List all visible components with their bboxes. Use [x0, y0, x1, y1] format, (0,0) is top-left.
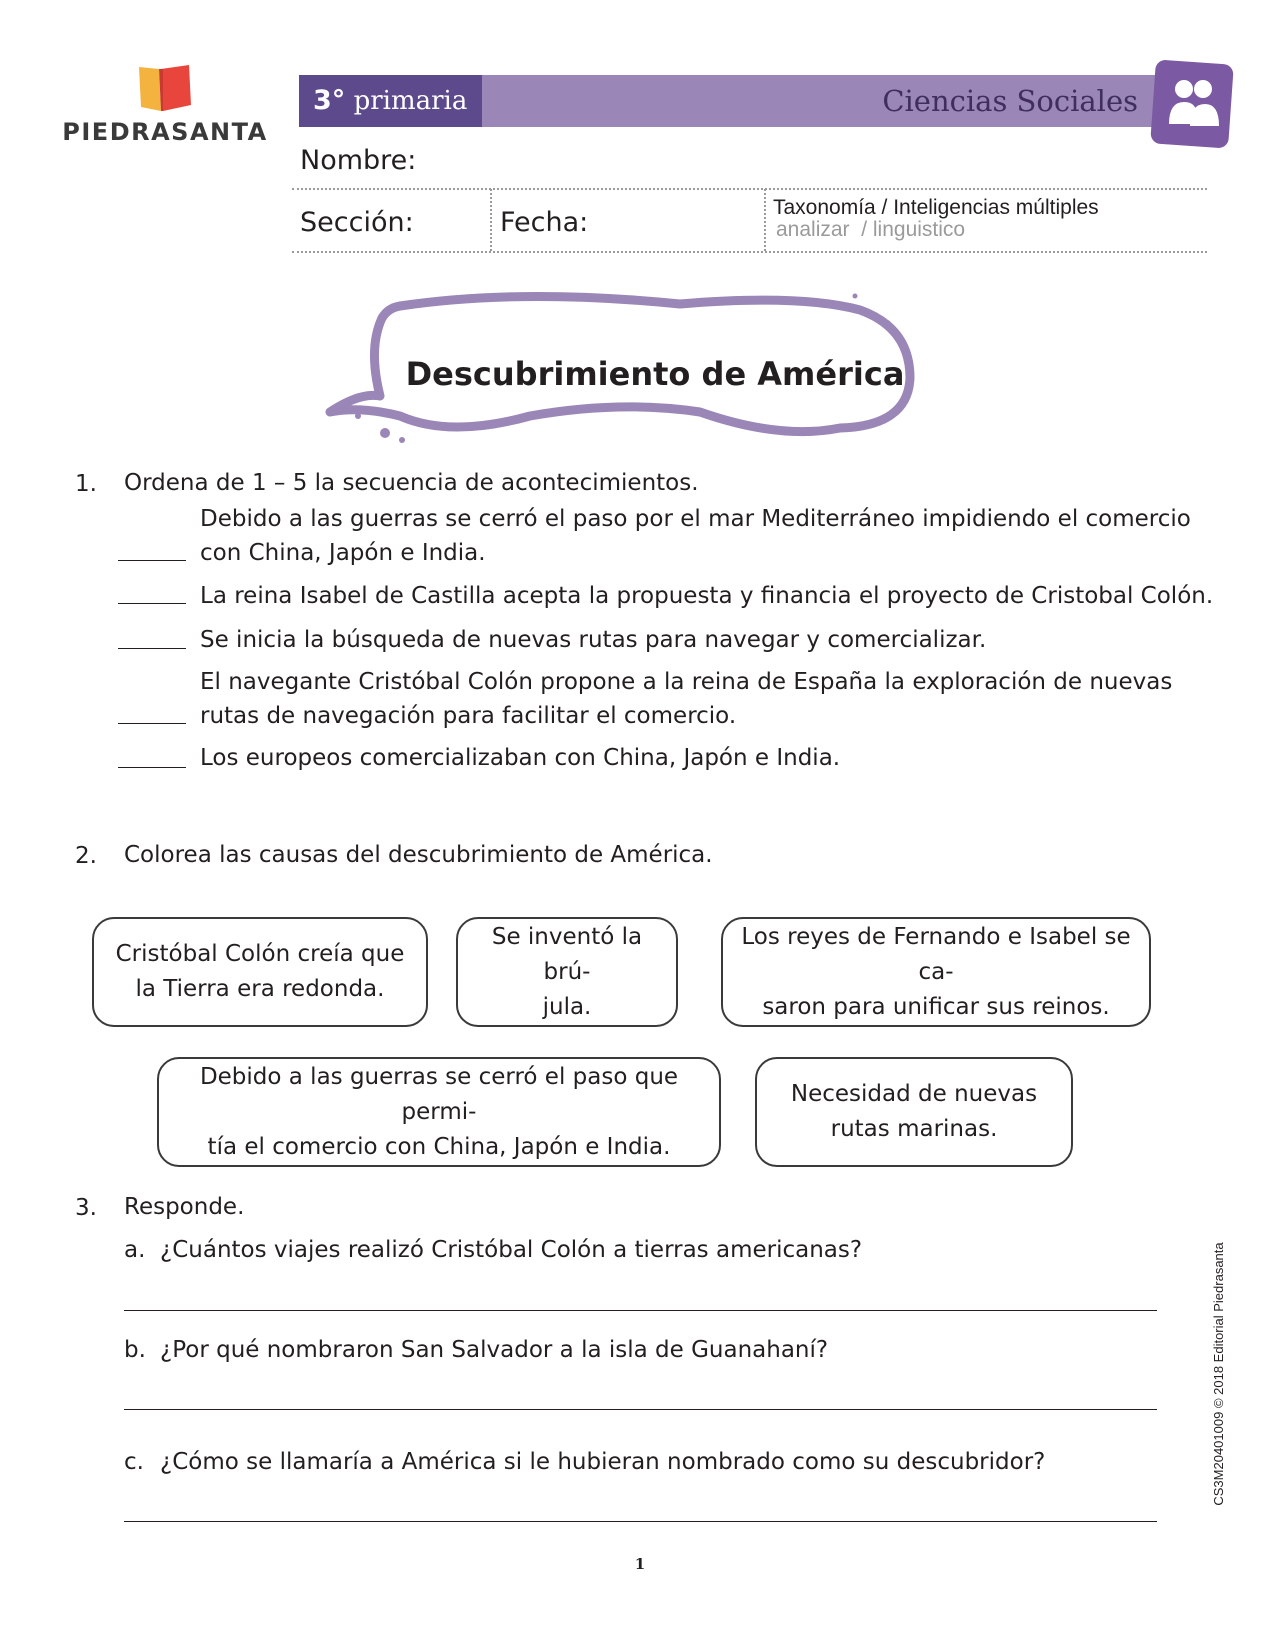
page-number: 1 [634, 1555, 646, 1573]
answer-line[interactable] [124, 1521, 1157, 1522]
answer-blank[interactable] [118, 767, 186, 768]
cause-box-line: Se inventó la brú- [491, 923, 643, 985]
cause-box-line: tía el comercio con China, Japón e India. [207, 1133, 671, 1160]
question-2-number: 2. [75, 843, 97, 869]
sequence-item-text: con China, Japón e India. [200, 540, 486, 566]
cause-box[interactable] [755, 1057, 1073, 1167]
question-3-prompt: Responde. [124, 1194, 245, 1220]
sequence-item-text: rutas de navegación para facilitar el comercio. [200, 703, 737, 729]
grade-number: 3° [313, 85, 346, 116]
cause-box[interactable] [721, 917, 1151, 1027]
cause-box-line: rutas marinas. [830, 1116, 998, 1142]
cause-box-line: Debido a las guerras se cerró el paso que permi- [199, 1063, 679, 1125]
subject-title: Ciencias Sociales [882, 84, 1138, 118]
cause-box-line: saron para unificar sus reinos. [762, 993, 1110, 1020]
sequence-item-text: Debido a las guerras se cerró el paso por el mar Mediterráneo impidiendo el comercio [200, 506, 1191, 532]
page-title: Descubrimiento de América [405, 355, 905, 393]
taxonomy-value: analizar / linguistico [776, 218, 966, 241]
cause-box-line: jula. [542, 993, 592, 1020]
group-icon [1163, 74, 1223, 134]
cause-box-line: Necesidad de nuevas [790, 1081, 1038, 1107]
divider [490, 189, 492, 251]
taxonomy-label: Taxonomía / Inteligencias múltiples [773, 196, 1099, 219]
question-2-prompt: Colorea las causas del descubrimiento de América. [124, 842, 713, 868]
question-3-number: 3. [75, 1195, 97, 1221]
grade-badge [299, 75, 482, 127]
question-text: ¿Cómo se llamaría a América si le hubieran nombrado como su descubridor? [160, 1449, 1046, 1475]
cause-box[interactable] [157, 1057, 721, 1167]
divider [292, 188, 1207, 190]
sequence-item-text: Los europeos comercializaban con China, Japón e India. [200, 745, 841, 771]
question-1-number: 1. [75, 471, 97, 497]
divider [764, 189, 766, 251]
piedrasanta-logo-icon [135, 63, 195, 113]
sequence-item-text: El navegante Cristóbal Colón propone a la reina de España la exploración de nuevas [200, 669, 1173, 695]
question-1-prompt: Ordena de 1 – 5 la secuencia de acontecimientos. [124, 470, 699, 496]
question-letter: c. [124, 1449, 144, 1475]
sequence-item-text: Se inicia la búsqueda de nuevas rutas para navegar y comercializar. [200, 627, 987, 653]
cause-box[interactable] [456, 917, 678, 1027]
name-label: Nombre: [300, 145, 417, 176]
answer-line[interactable] [124, 1409, 1157, 1410]
cause-box-line: Los reyes de Fernando e Isabel se ca- [741, 923, 1131, 985]
answer-blank[interactable] [118, 723, 186, 724]
grade-level: primaria [353, 86, 468, 116]
section-label: Sección: [300, 207, 414, 238]
cause-box-line: Cristóbal Colón creía que [115, 941, 405, 967]
brand-logo: PIEDRASANTA [62, 118, 268, 146]
copyright-code: CS3M20401009 © 2018 Editorial Piedrasanta [1211, 1242, 1226, 1506]
sequence-item-text: La reina Isabel de Castilla acepta la propuesta y financia el proyecto de Cristobal Colón. [200, 583, 1214, 609]
answer-blank[interactable] [118, 648, 186, 649]
question-letter: b. [124, 1337, 146, 1363]
divider [292, 251, 1207, 253]
answer-line[interactable] [124, 1310, 1157, 1311]
cause-box-line: la Tierra era redonda. [135, 976, 385, 1002]
question-text: ¿Por qué nombraron San Salvador a la isla de Guanahaní? [160, 1337, 829, 1363]
date-label: Fecha: [500, 207, 589, 238]
answer-blank[interactable] [118, 560, 186, 561]
cause-box[interactable] [92, 917, 428, 1027]
question-text: ¿Cuántos viajes realizó Cristóbal Colón a tierras americanas? [160, 1237, 863, 1263]
question-letter: a. [124, 1237, 146, 1263]
answer-blank[interactable] [118, 603, 186, 604]
